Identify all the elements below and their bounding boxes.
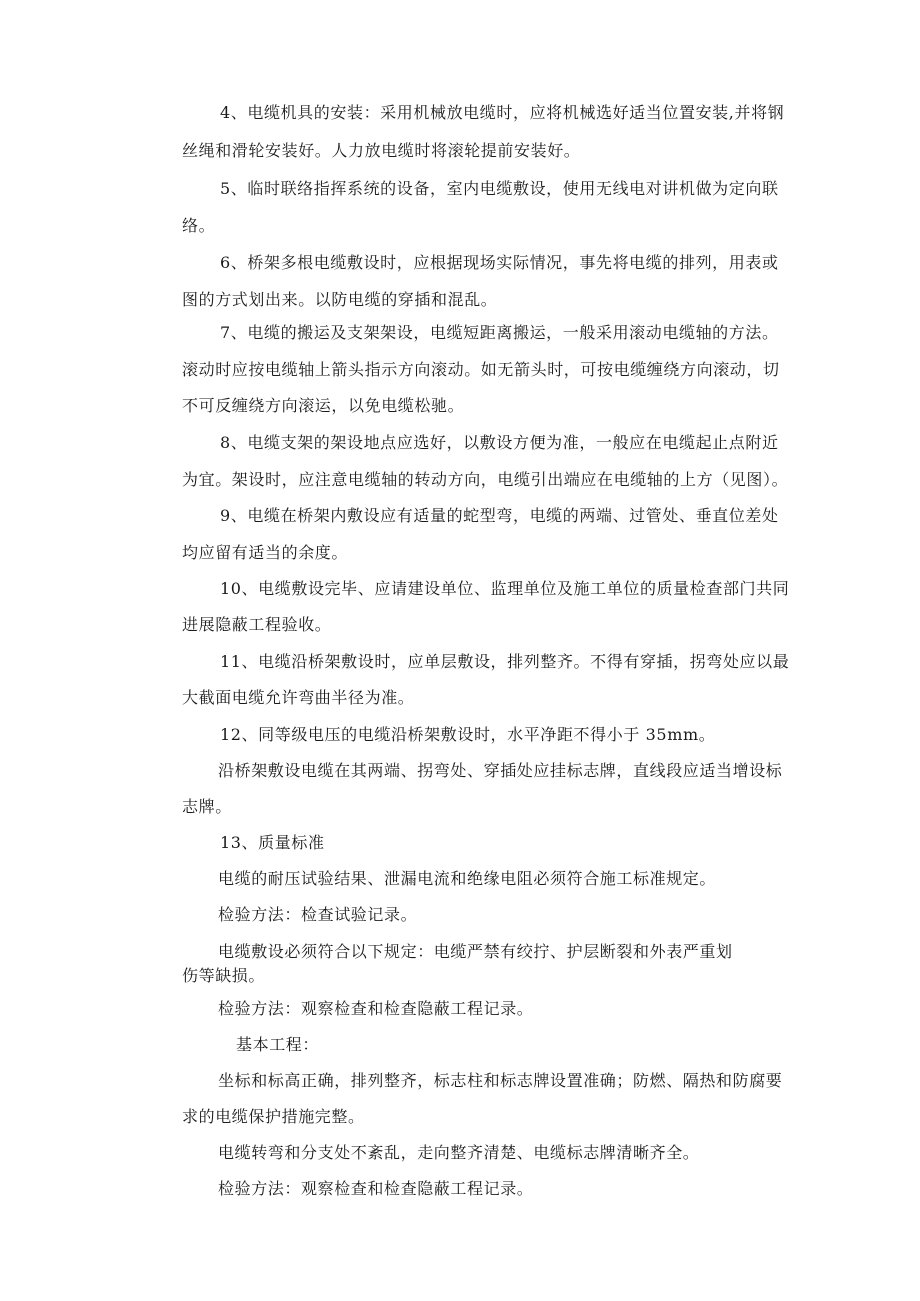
paragraph-11-line-1: 11、电缆沿桥架敷设时，应单层敷设，排列整齐。不得有穿插，拐弯处应以最: [220, 652, 790, 671]
paragraph-5-line-2: 络。: [182, 216, 216, 235]
quality-standard-item-1: 电缆的耐压试验结果、泄漏电流和绝缘电阻必须符合施工标准规定。: [218, 869, 717, 888]
paragraph-6-line-1: 6、桥架多根电缆敷设时，应根据现场实际情况，事先将电缆的排列，用表或: [220, 253, 779, 272]
quality-standard-item-2-line-2: 伤等缺损。: [182, 966, 266, 985]
paragraph-7-line-2: 滚动时应按电缆轴上箭头指示方向滚动。如无箭头时，可按电缆缠绕方向滚动，切: [182, 360, 780, 379]
section-13-heading: 13、质量标准: [220, 833, 325, 852]
paragraph-8-line-2: 为宜。架设时，应注意电缆轴的转动方向，电缆引出端应在电缆轴的上方（见图）。: [182, 470, 789, 489]
paragraph-12b-line-2: 志牌。: [182, 797, 232, 816]
basic-project-item-1-line-2: 求的电缆保护措施完整。: [182, 1107, 365, 1126]
paragraph-9-line-1: 9、电缆在桥架内敷设应有适量的蛇型弯，电缆的两端、过管处、垂直位差处: [220, 506, 779, 525]
quality-standard-item-2-line-1: 电缆敷设必须符合以下规定：电缆严禁有绞拧、护层断裂和外表严重划: [218, 942, 733, 961]
paragraph-7-line-1: 7、电缆的搬运及支架架设，电缆短距离搬运，一般采用滚动电缆轴的方法。: [220, 323, 779, 342]
paragraph-10-line-1: 10、电缆敷设完毕、应请建设单位、监理单位及施工单位的质量检查部门共同: [220, 579, 790, 598]
basic-project-item-1-line-1: 坐标和标高正确，排列整齐，标志柱和标志牌设置准确；防燃、隔热和防腐要: [218, 1071, 783, 1090]
paragraph-10-line-2: 进展隐蔽工程验收。: [182, 615, 332, 634]
paragraph-11-line-2: 大截面电缆允许弯曲半径为准。: [182, 688, 415, 707]
basic-project-item-2: 电缆转弯和分支处不紊乱，走向整齐清楚、电缆标志牌清晰齐全。: [218, 1143, 700, 1162]
paragraph-12b-line-1: 沿桥架敷设电缆在其两端、拐弯处、穿插处应挂标志牌，直线段应适当增设标: [218, 761, 783, 780]
paragraph-4-line-2: 丝绳和滑轮安装好。人力放电缆时将滚轮提前安装好。: [182, 141, 581, 160]
paragraph-8-line-1: 8、电缆支架的架设地点应选好，以敷设方便为准，一般应在电缆起止点附近: [220, 433, 779, 452]
paragraph-6-line-2: 图的方式划出来。以防电缆的穿插和混乱。: [182, 290, 498, 309]
paragraph-5-line-1: 5、临时联络指挥系统的设备，室内电缆敷设，使用无线电对讲机做为定向联: [220, 179, 779, 198]
inspection-method-2: 检验方法：观察检查和检查隐蔽工程记录。: [218, 999, 534, 1018]
paragraph-9-line-2: 均应留有适当的余度。: [182, 543, 349, 562]
paragraph-4-line-1: 4、电缆机具的安装：采用机械放电缆时，应将机械选好适当位置安装,并将钢: [220, 103, 785, 122]
inspection-method-3: 检验方法：观察检查和检查隐蔽工程记录。: [218, 1179, 534, 1198]
paragraph-12-line-1: 12、同等级电压的电缆沿桥架敷设时，水平净距不得小于 35mm。: [220, 725, 716, 744]
inspection-method-1: 检验方法：检查试验记录。: [218, 905, 418, 924]
paragraph-7-line-3: 不可反缠绕方向滚运，以免电缆松驰。: [182, 396, 465, 415]
basic-project-heading: 基本工程：: [236, 1035, 320, 1054]
